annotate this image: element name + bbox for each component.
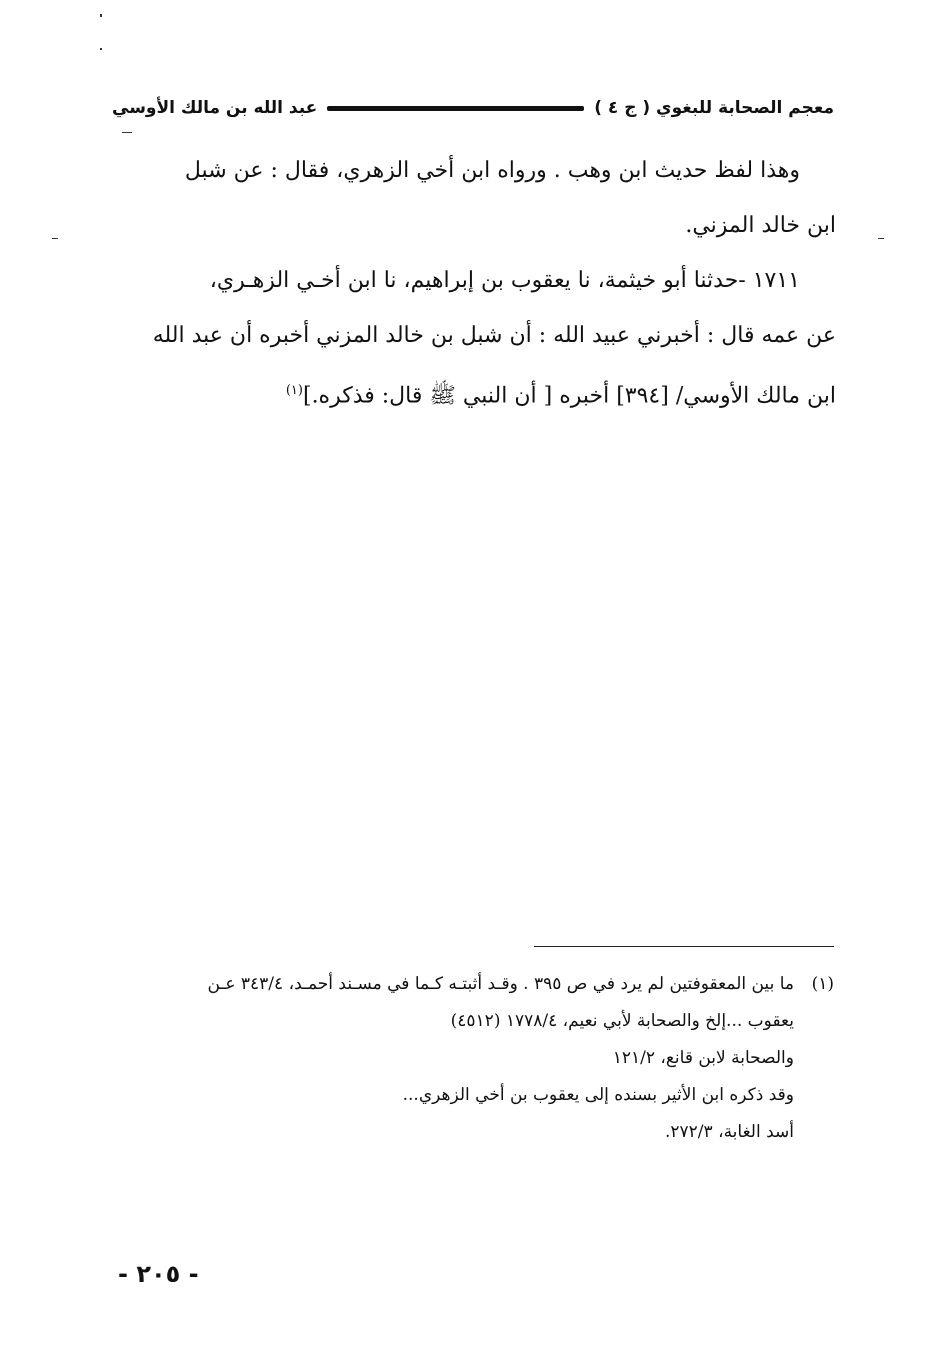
footnote-number: (١)	[811, 974, 834, 994]
hadith-paragraph	[110, 253, 836, 423]
footnote-line: والصحابة لابن قانع، ١٢١/٢	[612, 1048, 794, 1068]
margin-speck	[100, 48, 102, 50]
footnote-reference: (١)	[285, 383, 303, 398]
paragraph	[110, 143, 836, 253]
text-line	[110, 363, 836, 423]
margin-tick	[122, 132, 132, 133]
margin-tick	[878, 238, 884, 239]
text-line: ابن خالد المزني.	[685, 213, 836, 238]
margin-tick	[52, 238, 58, 239]
footnote-line: يعقوب ...إلخ والصحابة لأبي نعيم، ١٧٧٨/٤ (٤٥١٢)	[450, 1011, 794, 1031]
footnote-line: أسد الغابة، ٢٧٢/٣.	[665, 1122, 794, 1142]
text-line-content: ابن مالك الأوسي/ [٣٩٤] أخبره [ أن النبي ﷺ قال: فذكره.]	[302, 383, 836, 409]
header-rule	[327, 106, 584, 111]
footnotes	[112, 966, 834, 1151]
text-line: ١٧١١ -حدثنا أبو خيثمة، نا يعقوب بن إبراهيم، نا ابن أخـي الزهـري،	[209, 268, 800, 293]
footnote-separator	[534, 946, 834, 947]
chapter-title: عبد الله بن مالك الأوسي	[112, 98, 318, 118]
page-number: - ٢٠٥ -	[118, 1260, 199, 1288]
text-line: عن عمه قال : أخبرني عبيد الله : أن شبل بن خالد المزني أخبره أن عبد الله	[152, 323, 836, 348]
running-header	[112, 92, 834, 124]
footnote-text: ما بين المعقوفتين لم يرد في ص ٣٩٥ . وقـد أثبتـه كـما في مسـند أحمـد، ٣٤٣/٤ عـن	[207, 974, 794, 994]
footnote-line: وقد ذكره ابن الأثير بسنده إلى يعقوب بن أخي الزهري...	[402, 1085, 794, 1105]
main-text	[110, 143, 836, 423]
margin-speck	[100, 14, 102, 17]
text-line: وهذا لفظ حديث ابن وهب . ورواه ابن أخي الزهري، فقال : عن شبل	[184, 158, 800, 183]
book-title: معجم الصحابة للبغوي ( ج ٤ )	[594, 98, 834, 118]
footnote-line	[112, 966, 834, 1003]
